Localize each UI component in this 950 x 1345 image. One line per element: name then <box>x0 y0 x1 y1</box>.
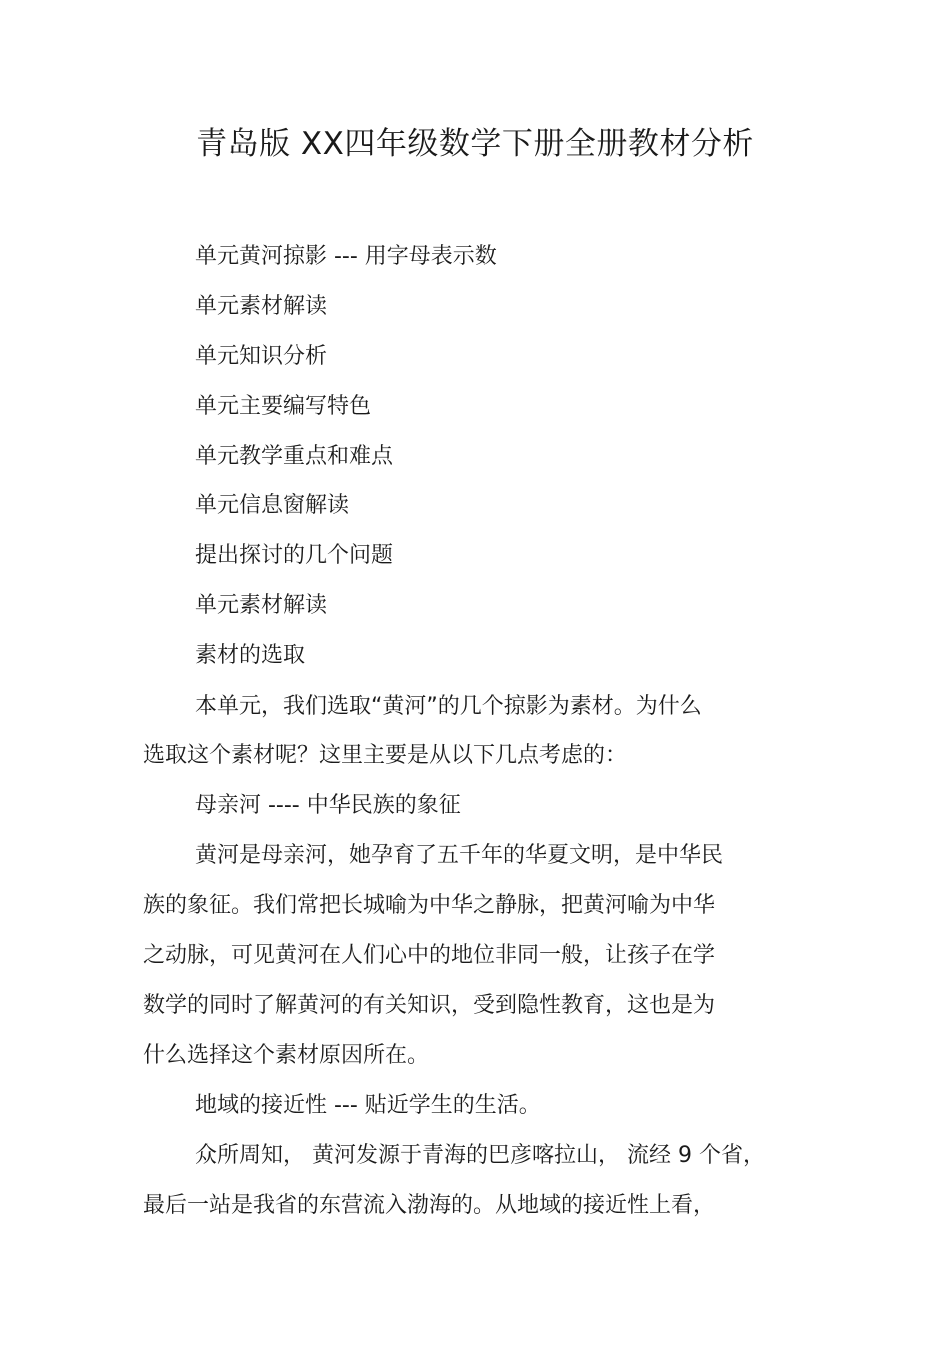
paragraph-line: 最后一站是我省的东营流入渤海的。从地域的接近性上看， <box>143 1193 716 1218</box>
paragraph-line: 数学的同时了解黄河的有关知识，受到隐性教育，这也是为 <box>143 993 716 1018</box>
text-line-features: 单元主要编写特色 <box>195 394 372 419</box>
paragraph-line: 什么选择这个素材原因所在。 <box>143 1043 430 1068</box>
document-title: 青岛版 XX四年级数学下册全册教材分析 <box>196 126 754 162</box>
text-line-unit-heading: 单元黄河掠影 --- 用字母表示数 <box>195 244 497 269</box>
section-heading: 单元素材解读 <box>195 593 328 618</box>
text-line-questions: 提出探讨的几个问题 <box>195 543 394 568</box>
paragraph-line: 选取这个素材呢？这里主要是从以下几点考虑的： <box>143 743 628 768</box>
subsection-heading: 母亲河 ---- 中华民族的象征 <box>195 793 461 818</box>
paragraph-line: 族的象征。我们常把长城喻为中华之静脉，把黄河喻为中华 <box>143 893 716 918</box>
paragraph-line: 黄河是母亲河，她孕育了五千年的华夏文明，是中华民 <box>195 843 724 868</box>
text-line-info-window: 单元信息窗解读 <box>195 493 350 518</box>
text-line-key-points: 单元教学重点和难点 <box>195 444 394 469</box>
text-line-material: 单元素材解读 <box>195 294 328 319</box>
paragraph-line: 众所周知， 黄河发源于青海的巴彦喀拉山， 流经 9 个省， <box>195 1143 765 1168</box>
paragraph-line: 本单元，我们选取“黄河”的几个掠影为素材。为什么 <box>195 694 702 719</box>
paragraph-line: 之动脉，可见黄河在人们心中的地位非同一般，让孩子在学 <box>143 943 716 968</box>
subsection-heading: 素材的选取 <box>195 643 306 668</box>
text-line-knowledge: 单元知识分析 <box>195 344 328 369</box>
subsection-heading: 地域的接近性 --- 贴近学生的生活。 <box>195 1093 541 1118</box>
